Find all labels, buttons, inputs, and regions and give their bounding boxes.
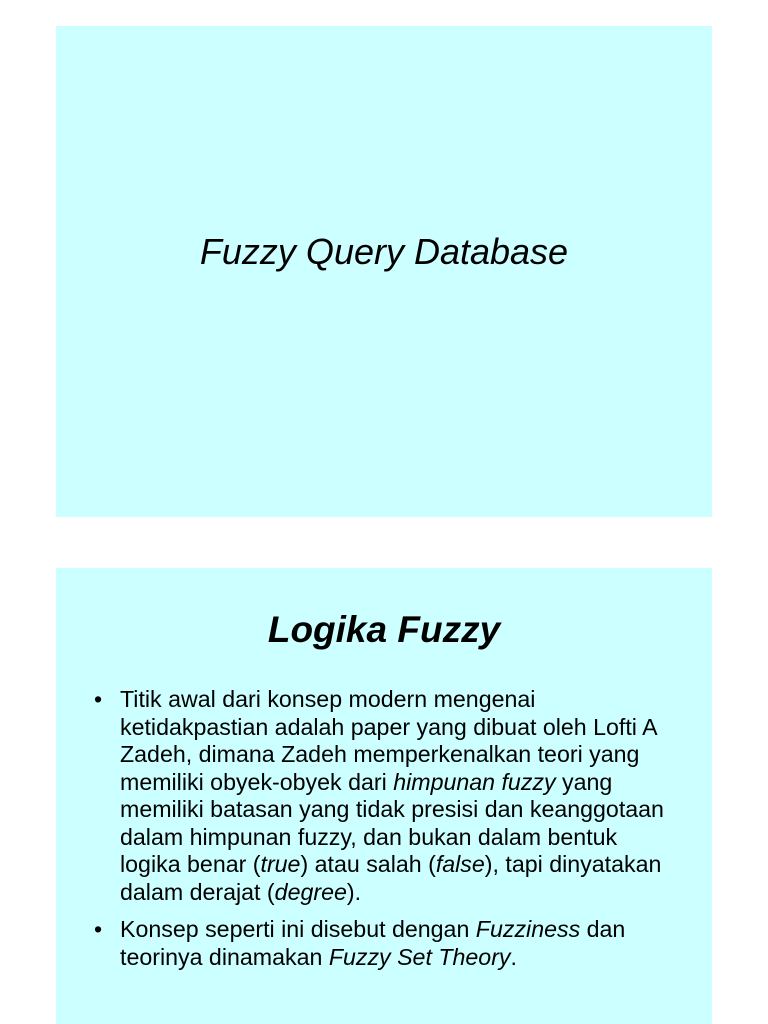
bullet-dot-icon: • — [94, 686, 103, 712]
bullet-text-segment-italic: true — [260, 851, 301, 877]
bullet-text-segment: Konsep seperti ini disebut dengan — [120, 916, 476, 942]
slide-1-title: Fuzzy Query Database — [199, 231, 569, 272]
bullet-dot-icon: • — [94, 916, 103, 942]
bullet-list — [94, 686, 684, 981]
slide-2-heading: Logika Fuzzy — [267, 609, 501, 650]
bullet-text-segment: . — [510, 943, 517, 970]
bullet-text-segment: ). — [346, 878, 362, 905]
bullet-text-segment-italic: false — [435, 851, 485, 877]
bullet-text-segment-italic: himpunan fuzzy — [393, 768, 556, 795]
bullet-text-segment-italic: Fuzzy Set Theory — [328, 943, 511, 970]
bullet-text-segment: ) atau salah ( — [300, 851, 436, 877]
bullet-text — [120, 686, 664, 905]
slide-1 — [56, 26, 712, 517]
bullet-text-segment: Titik awal dari konsep modern mengenai ketidakpastian adalah paper yang dibuat oleh Lofti A Zadeh, dimana Zadeh memperkenalkan teori yang memiliki obyek-obyek dari — [120, 686, 657, 795]
bullet-text-segment: yang memiliki batasan yang tidak presisi dan keanggotaan dalam himpunan fuzzy, dan bukan dalam bentuk logika benar ( — [120, 768, 664, 877]
bullet-text-segment: ), tapi dinyatakan dalam derajat ( — [120, 851, 662, 905]
bullet-text — [120, 916, 625, 970]
bullet-text-segment-italic: degree — [274, 878, 347, 905]
bullet-item — [94, 916, 684, 971]
slide-2 — [56, 568, 712, 1024]
bullet-item — [94, 686, 684, 906]
bullet-text-segment-italic: Fuzziness — [475, 916, 581, 942]
bullet-text-segment: dan teorinya dinamakan — [120, 916, 626, 970]
